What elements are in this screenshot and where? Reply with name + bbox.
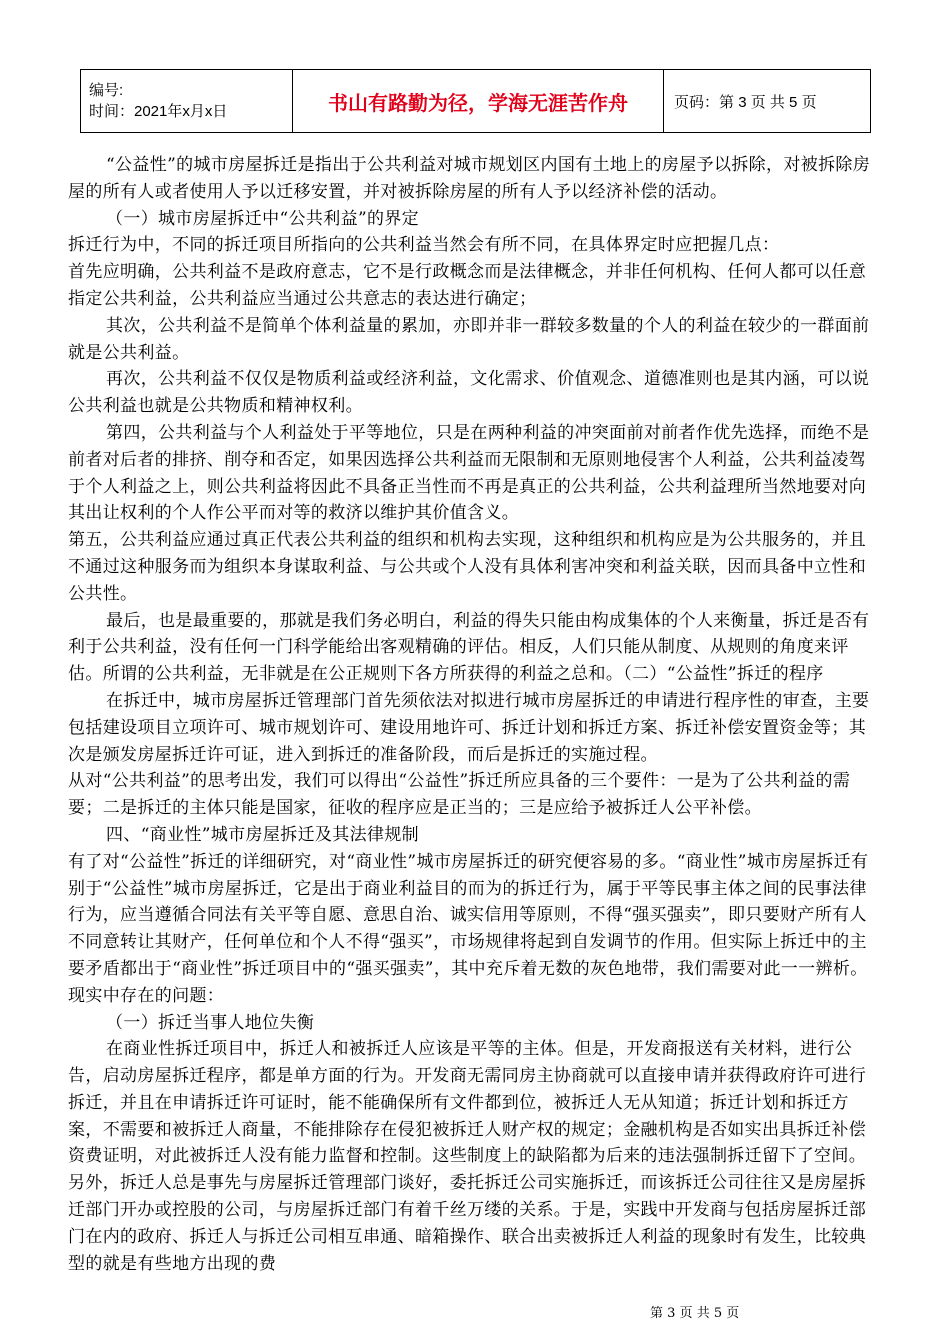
footer-page-total: 5 [713,1306,723,1321]
page-total: 5 [789,93,798,111]
document-body [68,152,882,1277]
page-indicator [664,70,871,133]
paragraph: 再次，公共利益不仅仅是物质利益或经济利益，文化需求、价值观念、道德准则也是其内涵，可以说公共利益也就是公共物质和精神权利。 [68,369,870,417]
paragraph: 其次，公共利益不是简单个体利益量的累加，亦即并非一群较多数量的个人的利益在较少的一群面前就是公共利益。 [68,315,870,363]
paragraph: 从对“公共利益”的思考出发，我们可以得出“公益性”拆迁所应具备的三个要件：一是为了公共利益的需要；二是拆迁的主体只能是国家，征收的程序应是正当的；三是应给予被拆迁人公平补偿。 [68,771,851,819]
page-suffix: 页 [801,93,817,111]
header-meta-cell [81,70,293,133]
page-number: 3 [738,93,747,111]
section-heading: 四、“商业性”城市房屋拆迁及其法律规制 [106,824,420,845]
page-footer [650,1302,739,1321]
section-heading: （一）拆迁当事人地位失衡 [106,1012,315,1033]
paragraph: 第四，公共利益与个人利益处于平等地位，只是在两种利益的冲突面前对前者作优先选择，而绝不是前者对后者的排挤、削夺和否定，如果因选择公共利益而无限制和无原则地侵害个人利益，公共利益凌驾于个人利益之上，则公共利益将因此不具备正当性而不再是真正的公共利益，公共利益理所当然地要对向其出让权利的个人作公平而对等的救济以维护其价值含义。 [68,422,870,524]
paragraph: 在商业性拆迁项目中，拆迁人和被拆迁人应该是平等的主体。但是，开发商报送有关材料，进行公告，启动房屋拆迁程序，都是单方面的行为。开发商无需同房主协商就可以直接申请并获得政府许可进行拆迁，并且在申请拆迁许可证时，能不能确保所有文件都到位，被拆迁人无从知道；拆迁计划和拆迁方案，不需要和被拆迁人商量，不能排除存在侵犯被拆迁人财产权的规定；金融机构是否如实出具拆迁补偿资费证明，对此被拆迁人没有能力监督和控制。这些制度上的缺陷都为后来的违法强制拆迁留下了空间。另外，拆迁人总是事先与房屋拆迁管理部门谈好，委托拆迁公司实施拆迁，而该拆迁公司往往又是房屋拆迁部门开办或控股的公司，与房屋拆迁部门有着千丝万缕的关系。于是，实践中开发商与包括房屋拆迁部门在内的政府、拆迁人与拆迁公司相互串通、暗箱操作、联合出卖被拆迁人利益的现象时有发生，比较典型的就是有些地方出现的费 [68,1039,867,1274]
paragraph: 首先应明确，公共利益不是政府意志，它不是行政概念而是法律概念，并非任何机构、任何人都可以任意指定公共利益，公共利益应当通过公共意志的表达进行确定； [68,262,867,309]
footer-suffix: 页 [726,1306,740,1321]
footer-mid: 页 共 [679,1306,710,1321]
paragraph: 有了对“公益性”拆迁的详细研究，对“商业性”城市房屋拆迁的研究便容易的多。“商业性”城市房屋拆迁有别于“公益性”城市房屋拆迁，它是出于商业利益目的而为的拆迁行为，属于平等民事主体之间的民事法律行为，应当遵循合同法有关平等自愿、意思自治、诚实信用等原则，不得“强买强卖”，即只要财产所有人不同意转让其财产，任何单位和个人不得“强买”，市场规律将起到自发调节的作用。但实际上拆迁中的主要矛盾都出于“商业性”拆迁项目中的“强买强卖”，其中充斥着无数的灰色地带，我们需要对此一一辨析。现实中存在的问题： [68,851,869,1006]
motto: 书山有路勤为径，学海无涯苦作舟 [293,70,664,133]
paragraph: 第五，公共利益应通过真正代表公共利益的组织和机构去实现，这种组织和机构应是为公共服务的，并且不通过这种服务而为组织本身谋取利益、与公共或个人没有具体利害冲突和利益关联，因而具备中立性和公共性。 [68,530,867,604]
footer-prefix: 第 [650,1306,664,1321]
paragraph: 最后，也是最重要的，那就是我们务必明白，利益的得失只能由构成集体的个人来衡量，拆迁是否有利于公共利益，没有任何一门科学能给出客观精确的评估。相反，人们只能从制度、从规则的角度来评估。所谓的公共利益，无非就是在公正规则下各方所获得的利益之总和。（二）“公益性”拆迁的程序 [68,610,870,685]
paragraph: 在拆迁中，城市房屋拆迁管理部门首先须依法对拟进行城市房屋拆迁的申请进行程序性的审查，主要包括建设项目立项许可、城市规划许可、建设用地许可、拆迁计划和拆迁方案、拆迁补偿安置资金等；其次是颁发房屋拆迁许可证，进入到拆迁的准备阶段，而后是拆迁的实施过程。 [68,690,870,765]
page-prefix: 页码：第 [674,93,735,111]
paragraph: 拆迁行为中，不同的拆迁项目所指向的公共利益当然会有所不同，在具体界定时应把握几点： [68,235,780,256]
paragraph: “公益性”的城市房屋拆迁是指出于公共利益对城市规划区内国有土地上的房屋予以拆除，对被拆除房屋的所有人或者使用人予以迁移安置，并对被拆除房屋的所有人予以经济补偿的活动。 [68,155,871,202]
document-header [80,69,871,133]
number-label: 编号: [89,82,124,99]
footer-page-number: 3 [667,1306,676,1321]
section-heading: （一）城市房屋拆迁中“公共利益”的界定 [106,208,420,229]
time-label: 时间：2021年x月x日 [89,103,228,120]
page-mid: 页 共 [750,93,785,111]
